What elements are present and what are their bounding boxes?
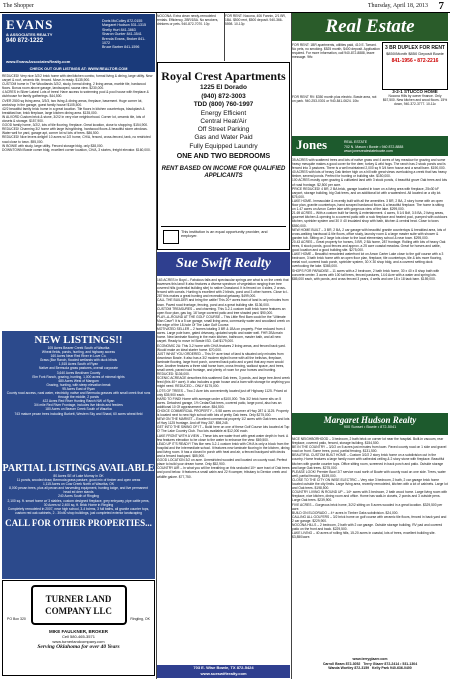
royal-phone: (940) 872-3003 (201, 92, 246, 100)
duplex-phone: 841-1956 • 872-2216 (391, 58, 439, 64)
margaret-name: Margaret Hudson Realty (323, 415, 417, 425)
evans-checkout-bar: CHECK OUT OUR LISTINGS AT: WWW.REALTOR.COM (2, 66, 155, 72)
sue-swift-banner (157, 252, 290, 276)
column-divider (156, 13, 157, 679)
page-number: 7 (438, 0, 444, 12)
new-listings-text: 105 Acres Beaver Creek South of Waurika Wheat fields, ponds, hunting, and highway access 160 Acres Near Red River in Love Co. Grass (Bar Ranch, flooded wetlands with duck blinds 1,515 Acres South of Ryan Native and Bermuda grass pastures, overall corporate 3,640 Acres Beckham County Elm Fork Ranch, grazing, hunting, 1,000 acres of mineral rights 480 Acres West of Mangum Grazing, hunting, with steep elevation break 95 Acres East of Ryan County road access, rural water, electricity, native and Bermuda grasses with small creek that runs through the middle, 2 ponds 422 Acres Red River Hunting Ranch NW of Ryan 3/4 mile Red River Frontage, includes live blinds and feeders 180 Acres on Beaver Creek South of Waurika 743 mature pecan trees including Burkett, Western Sky and Shawl, 60 acres wheat field (6, 346, 151, 416)
evans-agents: Doris McCulley 872-0155 Margaret Hudson 531-1315 Shelly Hurt 841-3863 Sharon Gunter 841-3541 Brenda Evans, Broker 841-1072 Bruce Barber 841-1596 (100, 14, 155, 66)
royal-rent-note: RENT BASED ON INCOME FOR QUALIFIED APPLICANTS (161, 165, 286, 180)
turner-land-ad (2, 580, 155, 676)
margaret-listings: NICE NEIGHBORHOOD – 3 bedroom, 2 bath brick on corner lot near the hospital. Built-in vacuum, rear fireplace, covered patio, fenced, storage building. $154,500. BE IN THE COUNTRY – 3/2/2 on 5 acres just minutes from town. Paved county road on 1 side and gravel road on front. Some trees, pond, partial fencing. $131,500. BEAUTIFUL CUSTOM BUILT HOME – Custom 3/2/2 2 story brick home on a subdivision out in the country. Home features a large family room with cathedral ceiling & 2 story stone with fireplace. Beautiful kitchen with granite counter tops. Office sitting room, screened in back porch and patio. Outside storage and large Oak trees. $275,000. PLEASE LOOK! Premier Bow! 2/7 service road north of Bowie with county road on one side. Trees, water well, partial fencing. $159,000. CLOSE TO THE CITY ON WISE ELECTRIC – Very nice 3 bedroom, 2 bath, 2 car garage brick home located outside the city limits. Large living area, recently remodeled, kitchen with a lot of cabinets. Large lot and Oak trees. $198,500. COUNTRY LIVING IN ROUND UP – 14+ acres with 3 bedroom, 2 bath wood home. Large living room with fireplace, nice kitchen, dining room and office. Home has walk-in closets, 2 ponds and 3 outside pens. Large Oak trees. $239,900. FIVE ACRES – Gorgeous brick home, 3/2/2 sitting on 5 acres wooded in a great location. $329,500 per acre. BUILD ON ELDORADO – 4+ acres in Timber Oaks subdivision. $24,000. CALLING ALL GOLFERS – 3/2 brick home on golf course with ceramic tile floors, fenced in back yard and 2 car garage. $229,900. NOCONA HILLS – 2 bedroom, 2 bath with 2 car garage. Outside storage building, RV pad and covered patio on the front and back. $229,500. LAKE LIVING – 40 acres of rolling hills, 15-20 acres in coastal, lots of trees, excellent building site. $3,850/acre. (292, 437, 448, 540)
jones-sub: REAL ESTATE 702 N. Mason • Bowie • 940 872-8888 www.jonesrealestatebowie.com (344, 140, 404, 153)
jones-real-estate-banner (292, 136, 448, 156)
royal-crest-ad (157, 62, 290, 250)
nocona-rental-ad: NOCONA: Extra clean newly-remodeled rentals. Efficiency, 2BR/1BA. No smokers, drinkers or pets. 940-872-7070. 10p (157, 14, 220, 27)
royal-equal-text: This institution is an equal opportunity provider, and employer. (181, 230, 268, 238)
turner-serving: Serving Oklahoma for over 40 Years (37, 644, 120, 650)
duplex-title: 3 BR DUPLEX FOR RENT (384, 45, 445, 51)
real-estate-section-title (292, 13, 448, 41)
partial-listings-box (2, 461, 155, 579)
evans-logo-banner (2, 14, 100, 66)
new-listings-box (2, 331, 155, 461)
evans-website[interactable]: www.EvansAssociatesRealty.com (6, 59, 71, 64)
stucco-text: Nocona Hills by owner finance. Only $67,500. New kitchen and wood floors. 15% down, 940-372-3777. 10-11c (382, 94, 448, 107)
real-estate-title: Real Estate (325, 16, 415, 37)
evans-tagline: & ASSOCIATES REALTY (6, 32, 53, 37)
stucco-home-ad (382, 90, 448, 134)
royal-bedrooms: ONE AND TWO BEDROOMS (176, 152, 271, 160)
royal-equal-opportunity (161, 226, 286, 245)
royal-feature: Gas and Water Paid (194, 134, 253, 142)
turner-website[interactable]: www.turnerlandcompany.com (52, 639, 105, 644)
sue-swift-title: Sue Swift Realty (176, 256, 271, 271)
partial-listings-text: 80 Acres SE of Lake Murray in OK 11 ponds, wooded draw, Bermuda grass pasture, good mix of timber and open areas 1,115 Acres on Cow Creek North of Waurika, OK 8,000 pecan trees, plus ail pecan and harvesting equipment, hunting lodge, and live permanent head ed deer stands 240 Acres South of Ringling 2,100 sq. ft. smart home w/ 3 stables, custom designed fireplace, grey entryway, pipe cattle pens, 30 Acres w/ 2,400 sq. ft. Brick Home in Ringling Completely remodeled in 2007, near high school, 3-4 bdrms, 3 full baths, all granite counter tops, custom red oak cabinets, 2 - 30x40 shop buildings, just completed exterior landscaping (7, 474, 150, 515)
sue-swift-website[interactable]: www.sueswiftrealty.com (200, 671, 247, 676)
jones-listings: 35 ACRES with scattered trees and lots of native grass and 4 acres of hay meadow for grazing and some heavy mesquite makes a good cover for the deer, turkey & wild hogs. The ranch has 2 stock ponds and is fenced into 3 pastures. There is a well maintained 2,000 sq ft 3/4 farm house and a small barn. $190,000. 40 ACRES with lots of heavy Oak timber high on a hill with great views overlooking a creek that has heavy timber, several ponds. Perfect for hunting or building site. $150,000. 100 ACRES mostly open grazing & cultivated land with 3 stock ponds, 4 beautiful grove Oak trees and lots of road frontage. $2,500 per acre. PRICE REDUCED! 4 BR, 2 BA brick, garage located in town on a living area with fireplace, 25x30 kF carport, storage building, big Oak trees, and an additional lot with a watershed. All located on a city lot. $75,000. LAKE HOME- Immaculate & recently built with all the amenities. 3 BR, 2 BA, 2 story home with an open floor plan, granite countertops, hand scraped hardwood floors & a beautiful fireplace. The home is sitting on 1.47 acres on Amon Carter lake with gorgeous view of the lake. $299,000. 21.69 ACRES – With a custom built for family & entertainment. 4 acres, 5 1/4 Bdf, 3.5 BA, 2 living areas, gourmet kitchen & opening to a covered patio with a rock fireplace and heated pool, pumped with outdoors kitchen, sprinkler system and 30 X 40 insulated shop with bath, kitchen & central heat. Close to town. $550,000. NEW HOME BUILT – 3 BR, 2 BA, 2 car garage with beautiful granite countertops & breakfast area, lots of cross-walking hardwood & tile floors, office study, laundry room & a large master suite with shower & garden tub. Sitting on 2 large lots close to the local elementary school & near town. $295,000. 20.43 ACRES – Great property for horses, 3 BR, 2 BA home, 287 frontage. Rolling with lots of heavy Oak trees, 6 stock ponds, good fences and approx. a 25 acre coastal meadow. Great for horses and cattle, good location and a good building site. $275,000. LAKE HOME – Beautiful remodeled waterfront lot on Amon Carter Lake close to the golf course with a 3 bedroom, 3 bath brick home with an open floor plan, fireplace, tile countertops, tile & lots more flooring, metal roof, covered back porch, sprinkler system, 30 X 30 shop bldg, and a covered setting dock overlooking the lake. $365,000. SHOPS FOR PARADISE – 11 acres with a 2 bedroom, 2 bath brick home, 30 x 40 x 8 shop bath with concrete center. 3 acres with 100 tall trees, fenced pastures, 14.6 Acre with a water and spring lots. $85,000 each, with ponds, and cross fenced 3 years, 4 wells and one 18 x 18 tack barn. $159,000. (292, 158, 448, 281)
for-rent-ad-2: FOR RENT: 1BR apartments, utilities paid, 410 E. Tarrant. No pets, no smoking. $525 month, $400 deposit. Application required. For more information, call 940-872-8888, leave message. 9tfc (292, 43, 381, 60)
royal-feature: Energy Efficient (200, 109, 247, 117)
sue-swift-address: 703 E. Wise Bowie, TX 872-5424 (193, 665, 254, 670)
for-rent-rv-ad: FOR RENT RV: $350 month plus electric. Bowie area, not on park. 940-253-0301 or 940-841-0624. 10tc (292, 95, 378, 104)
duplex-ad (382, 42, 448, 90)
partial-listings-title: PARTIAL LISTINGS AVAILABLE (2, 463, 155, 474)
publication-name: The Shopper (3, 3, 34, 9)
stucco-title: 3-2-1 STUCCO HOME (392, 89, 438, 94)
turner-po-box: PO Box 320 (7, 617, 26, 621)
sue-swift-footer (157, 665, 290, 678)
turner-logo: TURNER LAND COMPANY LLC (31, 585, 127, 625)
duplex-terms: $850/Month $850 Deposit Bowie (386, 51, 444, 56)
evans-listings: REDUCED! Very nice 3/2/2 brick home with den/kitchen combo, formal living & dining, large utility. New carpet & roof, ceramic tile, fenced. Move-in ready. $135,900. CUSTOM home in The Woodlands 3/2/2, study, formal dining, 2 living areas, marble tile, hardwood floors. Bonus room above garage, landscaped, sauna view. $230,000. 4 ACRES in Silver Lakes! Lots of trees! Have access to swimming pool & pool house with fireplace & clubhouse for family gatherings. $44,500. OVER 2500 sq living area, 3/3/3, two living & dining areas, fireplace, basement. Huge corner lot, workshop in the garage, guest family house! $105,500. 42/2 beautiful family brick home in a great location. Tile floors in kitchen countertops, blackplash & breakfast bar, brick fireplace, large kitchen dining area. $135,000. IN ALVORD Custom brick & stone, 3/2/2 in very nice neighborhood. Corner lot, ceramic tile, lots of closets & storage. $157,900. GOOD family home, 3/2/2, lots of tile flooring, fireplace. Great location, close to shopping. $154,900. REDUCED! Charming 3/2 home with large living/dining, hardwood floors & beautiful storm windows. Water well for yard, garage apt, corner lot w/ lots of trees. $86,500. REDUCED! Nice levers delight! 10 acres w/ 2/2 home, CH/A, fenced, cross-fenced, tank, no restricted road close to town. $95,000. IN BOWIE with study, large utility. Fenced storage bldg. only $38,000. DOWNTOWN Bowie comm bldg, excellent corner location, CH/A, 3 stories, freight elevator. $160,000. (2, 74, 153, 152)
royal-title: Royal Crest Apartments (161, 69, 286, 83)
call-other-properties: CALL FOR OTHER PROPERTIES... (5, 517, 152, 528)
margaret-address: 900 Sunset • Bowie • 872-5041 (343, 425, 397, 429)
jones-name: Jones (296, 137, 328, 152)
issue-date: Thursday, April 18, 2013 (367, 3, 428, 9)
column-divider (224, 13, 225, 61)
royal-address: 1225 El Dorado (200, 84, 247, 91)
for-rent-ad-1: FOR RENT: Nocona, 406 Fannin, 2/1 BR, 1BA. $500 rent, $500 deposit. 940-366-5598. 10-13p (225, 14, 287, 27)
equal-housing-icon (163, 230, 179, 244)
evans-name: EVANS (6, 17, 54, 32)
column-divider (291, 13, 292, 679)
turner-broker: MIKE FAULKNER, BROKER (48, 629, 108, 634)
new-listings-title: NEW LISTINGS!! (34, 334, 123, 346)
royal-feature: Central Heat/Air (200, 117, 247, 125)
evans-phone: 940 872-1222 (6, 38, 44, 44)
turner-city: Ringling, OK (130, 617, 150, 621)
royal-feature: Fully Equipped Laundry (189, 142, 258, 150)
margaret-footer: www.terryglazer.com Carroll Beam 872-3052 Terry Glazer 872-2414 • 531-1304 Wanda Wortley 872-3159 Kelly Park 940-636-0400 (322, 657, 418, 670)
margaret-hudson-banner (292, 413, 448, 435)
page-header (0, 0, 450, 13)
sue-swift-listings: 163 ACRES in Boyd – Fabulous falls and spectacular springs are what is on the creek that traverses this land! It also features a diverse spectrum of vegetation ranging from tree covered hills (potential building site) to native Grassland. It is fenced on 4 sides, 2 cross-fenced with corrals. Hunting is excellent with 2 blinds, pond and 3 other homes. Close to I-287 this makes a great hunting and recreational getaway. $499,000. CALL THE BUILDER and bring the cattle! This 20+ acres tract of land is only minutes from town. Paved road frontage, fencing, pond and a great building site. $136,000. CUSTOM TREASURES – and charming. This 3-2-1 custom built brick home features an open floor plan, gas log, 16' large covered patio and tree shaded yard. $90,000. PLAY–A–ROUND AT THE GOLF COURSE – This Little Red Barn could be the "Ultimate Man Cave"! It is a 5 car garage, small living area, community water and woodland creek on the edge of the 18-hole Of The Lake Golf Course. MOTIVATED SELLER – 2 homes totaling 3 BR & 1BA on property. Price reduced from 4 acres. Large pole barn, gated driveway, updated septic and water well. FHR 2BA main home. New laminate flooring in the main kitchen, bathroom, master bath, and all new carpet. Ready to move in! Bowie ISD. Call $179,000. ECONOMIC 2A: This 3-2 home with CH/A features 2 living areas, and fenced back yard. Would make an ideal starter home. $70,000. JUST WHAT YOU ORDERED – This 5+ acre tract of land is situated only minutes from downtown Bowie. It also has a 3/2 modern styled home with all the bells/ws, fireplace, laminate flooring, large front porch, covered back patio and a yard that any mom would love. Another features a three stall horse barn, cross fencing, walkout space, and trees, small creek, paved road frontage, and plenty of room for your horses and hunting. REDUCED: $136,000. SCENIC ACREAGE describes this scattered Oak trees, 3 ponds, and large tree-lined creek feed (this 40+ acre). It also includes a grain house and a barn with storage for anything you might need. REDUCED – ONLY $175,000. LOTS OF TREES – Two 2 Acre lots conveniently located just off Highway 1125. Priced at only $35,900 each. HARD TO FIND! Home with acreage under a $100,000. This 3/2 brick home sits on 5 acres. Detached garage, 1½ Cedar/Oak trees, covered patio, large pond, also has an additional 10 Of appraisement value. $54,500. CHOICE COMMERCIAL PROPERTY – 9.58 acres on corner of Hwy 287 & 1125. Property is located next to new high school with lots of pretty Oak trees. Only $275,000. NEW ON THE MARKET – Excellent commercial property 1/2 acres with Oak trees and lots of Hwy 1125 frontage. And off Hwy 287. $98,245. GET INTO THE SWING OF IT – Build here on one of these Golf Course lots located at Top O' The Lake Country Club. Two lots available at $12,000 each. LAKE FRONT WITH A VIEW – These lots are water front with great water depth in front. A few features elevation to be close to the water to enhance the view. $69,500. LEAD UP IT'S READY! This like new 3-2-1 custom brick with CH/A is only a block from the hospital and the Intermediate school. It features new laminate flooring in the kitchen, dining and living room. It has a closed in porch with heat and air, a fenced backyard with decks and a fenced backyard. $85,900. GOOD LOCATION 3/2 on acre. Unrestricted wooded and located on county road. Perfect place to build your dream home. Only $52,900. COUNTRY AIR – In what you will be breathing on this secluded 10+ acre tract of Oak trees and pond below. It features a small cabin and 22 ft camper, tributary to Denton creek and wildlife galore. $77,750. (157, 278, 290, 479)
royal-feature: Off Street Parking (197, 126, 250, 134)
royal-tdd: TDD (800) 760-1997 (193, 101, 254, 108)
turner-phone: Cell 580-465-3571 (62, 634, 95, 639)
